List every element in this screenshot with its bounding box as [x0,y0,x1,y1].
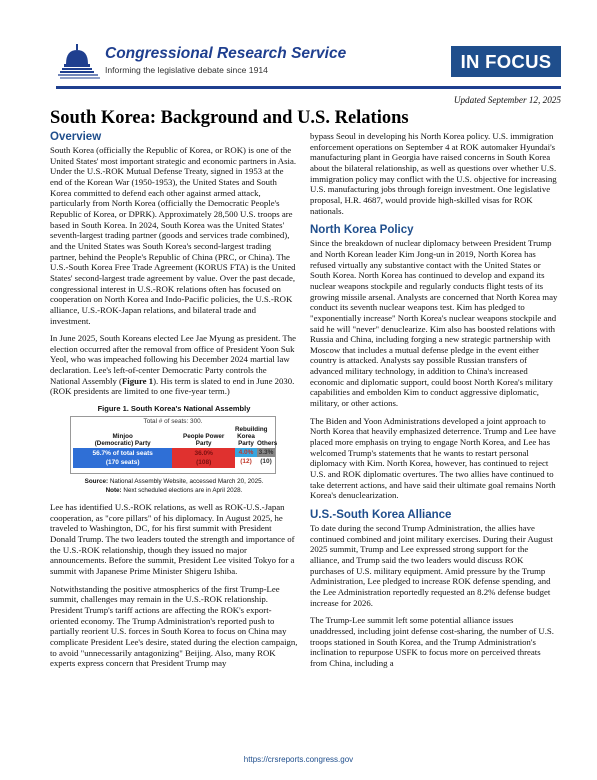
minjoo-party-share-label: 56.7% of total seats [92,450,153,458]
minjoo-party-seats-label: (170 seats) [105,459,140,467]
report-header [56,40,561,84]
header-rule [56,86,561,89]
people-power-party-segment [172,448,235,468]
others-header: Others [257,440,278,448]
updated-date: Updated September 12, 2025 [453,95,561,105]
in-focus-badge: IN FOCUS [451,46,561,77]
crs-logo[interactable] [56,42,356,82]
north-korea-paragraph-1: Since the breakdown of nuclear diplomacy between President Trump and North Korean leader Kim Jong-un in 2019, North Korea has refused virtually any substantive contact with the United States or South Korea. North Korea has continued to develop and expand its nuclear weapons stockpile and regularly conducts flight tests of its growing missile arsenal. Analysts are concerned that North Korea may conduct its seventh nuclear weapons test. Kim has pledged to "exponentially increase" North Korea's nuclear weapons stockpile and said he will "never" denuclearize. Kim also has boosted relations with Russia and China, including forging a new strategic partnership with Moscow that includes a mutual defense pledge in the event either country is attacked. Analysts say possible Russian transfers of advanced military technology, in addition to China's increased economic and diplomatic support, could boost North Korea's military capabilities and embolden Kim to conduct aggressive diplomatic, military, or other actions. [310,238,558,409]
minjoo-party-segment [73,448,172,468]
overview-paragraph-2-start: In June 2025, South Koreans elected Lee Jae Myung as president. The election occurred after the removal from office of President Yoon Suk Yeol, who was impeached following his December 2024 martial law declaration. Lee's left-of-center Democratic Party controls the National Assembly ( [50,333,296,386]
others-share-label: 3.3% [258,449,274,457]
alliance-paragraph-2: The Trump-Lee summit left some potential alliance issues unaddressed, including joint defense cost-sharing, the number of U.S. troops stationed in South Korea, and the Trump Administration's inclination to repurpose USFK to focus more on perceived threats from China, including a [310,615,554,668]
figure-reference[interactable]: Figure 1 [121,375,154,386]
note-text: Next scheduled elections are in April 2028. [121,487,243,495]
overview-heading: Overview [50,131,102,143]
rebuilding-korea-party-header: Rebuilding Korea Party [235,426,268,448]
page-title: South Korea: Background and U.S. Relations [50,108,409,128]
north-korea-heading: North Korea Policy [310,224,414,237]
source-text: National Assembly Website, accessed March 20, 2025. [108,478,264,486]
org-name: Congressional Research Service [105,45,347,62]
rebuilding-korea-party-seats-label: (12) [240,458,252,466]
overview-paragraph-4: Notwithstanding the positive atmospherics of the first Trump-Lee summit, challenges may remain in the U.S.-ROK relationship. President Trump's tariff actions are affecting the ROK's export-oriented economy. The Trump Administration's reported push to partially reorient U.S. forces in South Korea to focus on China may complicate President Lee's desire, stated during the election campaign, to avoid "unnecessarily antagonizing" Beijing. Also, many ROK experts express concern that President Trump may [50,583,298,669]
overview-paragraph-2 [50,333,298,397]
seat-chart [70,416,276,474]
right-column [310,131,558,676]
org-tagline: Informing the legislative debate since 1914 [105,65,268,75]
footer-url[interactable]: https://crsreports.congress.gov [243,755,354,764]
people-power-party-header: People Power Party [183,433,225,448]
total-seats-label: Total # of seats: 300. [143,418,203,426]
rebuilding-korea-party-share-label: 4.0% [238,449,254,457]
people-power-party-share-label: 36.0% [194,450,213,458]
rebuilding-korea-party-segment [235,448,257,468]
overview-paragraph-2-end: ). His term is slated to end in June 2030. (ROK presidents are limited to one five-year term.) [50,375,295,397]
others-seats-label: (10) [260,458,272,466]
capitol-dome-icon [56,42,102,82]
overview-paragraph-5: bypass Seoul in developing his North Korea policy. U.S. immigration enforcement operations on September 4 at ROK automaker Hyundai's manufacturing plant in Georgia have raised concerns in South Korea about the bilateral relationship, as well as questions over whether U.S. immigration policy may conflict with the U.S. objective for increasing U.S. manufacturing jobs through foreign investment. One legislative proposal, H.R. 4687, would provide high-skilled visas for ROK nationals. [310,131,557,216]
alliance-heading: U.S.-South Korea Alliance [310,509,452,521]
left-column [50,130,298,676]
source-label: Source: [84,478,109,486]
others-segment [257,448,275,468]
note-label: Note: [105,487,122,495]
north-korea-paragraph-2: The Biden and Yoon Administrations developed a joint approach to North Korea that heavily emphasized deterrence. Trump and Lee have placed more emphasis on trying to engage North Korea, and Lee has welcomed Trump's statements that he wants to restart personal diplomacy with Kim. North Korea, however, has continued to reject U.S. and ROK diplomatic overtures. The two allies have continued to take deterrent actions, and have said their ultimate goal remains North Korea's denuclearization. [310,415,556,501]
figure-national-assembly [50,404,298,495]
minjoo-party-header: Minjoo (Democratic) Party [94,433,151,448]
alliance-paragraph-1: To date during the second Trump Administration, the allies have continued combined and joint military exercises. During their August 2025 summit, Trump and Lee expressed strong support for the alliance, and Trump said the two leaders would discuss ROK purchases of U.S. military equipment. Amid pressure by the Trump Administration, Lee pledged to increase ROK defense spending, and the Lee Administration reportedly requested an 8.2% defense budget increase for 2026. [310,523,553,608]
figure-source [50,477,298,495]
overview-paragraph-1: South Korea (officially the Republic of Korea, or ROK) is one of the United States' most important strategic and economic partners in Asia. Under the U.S.-ROK Mutual Defense Treaty, signed in 1953 at the end of the Korean War (1950-1953), the United States and South Korea committed to defend each other against armed attack, particularly from North Korea (officially the Democratic People's Republic of Korea, or DPRK). Approximately 28,500 U.S. troops are based in South Korea. In 2024, South Korea was the United States' seventh-largest trading partner (goods and services trade combined), and the United States was South Korea's second-largest trading partner, behind the People's Republic of China (PRC, or China). The U.S.-South Korea Free Trade Agreement (KORUS FTA) is the United States' second-largest trade agreement by value. Over the past decade, congressional interest in U.S.-ROK relations often has focused on cooperation on North Korea and Indo-Pacific policies, the U.S.-ROK alliance, U.S.-ROK-Japan relations, and bilateral trade and investment. [50,145,297,326]
overview-paragraph-3: Lee has identified U.S.-ROK relations, as well as ROK-U.S.-Japan cooperation, as "core pillars" of his diplomacy. In August 2025, he traveled to Washington, DC, for his first summit with President Donald Trump. The two leaders touted the strength and importance of the U.S.-ROK relationship, though they issued no major announcements. Before the summit, President Lee visited Tokyo for a summit with Japanese Prime Minister Shigeru Ishiba. [50,502,295,577]
figure-title: Figure 1. South Korea's National Assembly [97,404,251,414]
people-power-party-seats-label: (108) [196,459,212,467]
